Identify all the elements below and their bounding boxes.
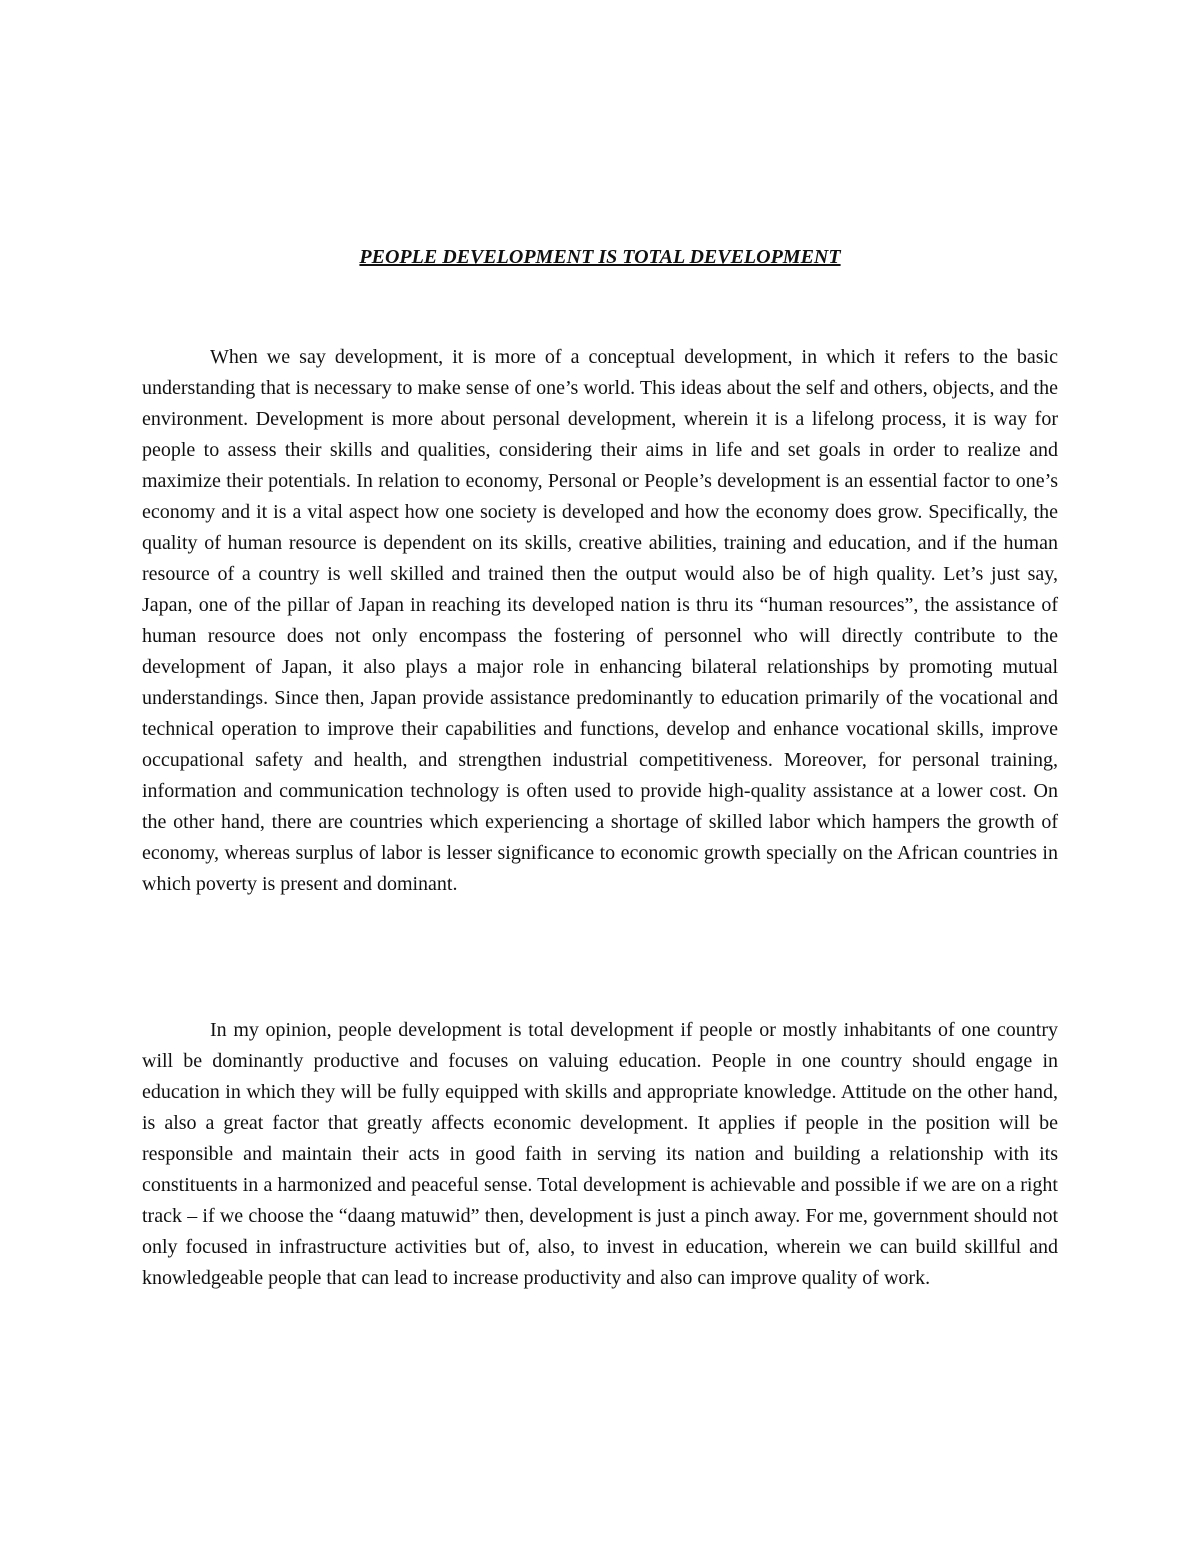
body-paragraph-2: In my opinion, people development is total development if people or mostly inhabitants of one country will be dominantly productive and focuses on valuing education. People in one country should engage in education in which they will be fully equipped with skills and appropriate knowledge. Attitude on the other hand, is also a great factor that greatly affects economic development. It applies if people in the position will be responsible and maintain their acts in good faith in serving its nation and building a relationship with its constituents in a harmonized and peaceful sense. Total development is achievable and possible if we are on a right track – if we choose the “daang matuwid” then, development is just a pinch away. For me, government should not only focused in infrastructure activities but of, also, to invest in education, wherein we can build skillful and knowledgeable people that can lead to increase productivity and also can improve quality of work. <box>142 1019 1058 1289</box>
document-title: PEOPLE DEVELOPMENT IS TOTAL DEVELOPMENT <box>359 246 841 268</box>
body-paragraph-1: When we say development, it is more of a conceptual development, in which it refers to the basic understanding that is necessary to make sense of one’s world. This ideas about the self and others, objects, and the environment. Development is more about personal development, wherein it is a lifelong process, it is way for people to assess their skills and qualities, considering their aims in life and set goals in order to realize and maximize their potentials. In relation to economy, Personal or People’s development is an essential factor to one’s economy and it is a vital aspect how one society is developed and how the economy does grow. Specifically, the quality of human resource is dependent on its skills, creative abilities, training and education, and if the human resource of a country is well skilled and trained then the output would also be of high quality. Let’s just say, Japan, one of the pillar of Japan in reaching its developed nation is thru its “human resources”, the assistance of human resource does not only encompass the fostering of personnel who will directly contribute to the development of Japan, it also plays a major role in enhancing bilateral relationships by promoting mutual understandings. Since then, Japan provide assistance predominantly to education primarily of the vocational and technical operation to improve their capabilities and functions, develop and enhance vocational skills, improve occupational safety and health, and strengthen industrial competitiveness. Moreover, for personal training, information and communication technology is often used to provide high-quality assistance at a lower cost. On the other hand, there are countries which experiencing a shortage of skilled labor which hampers the growth of economy, whereas surplus of labor is lesser significance to economic growth specially on the African countries in which poverty is present and dominant. <box>142 346 1058 895</box>
